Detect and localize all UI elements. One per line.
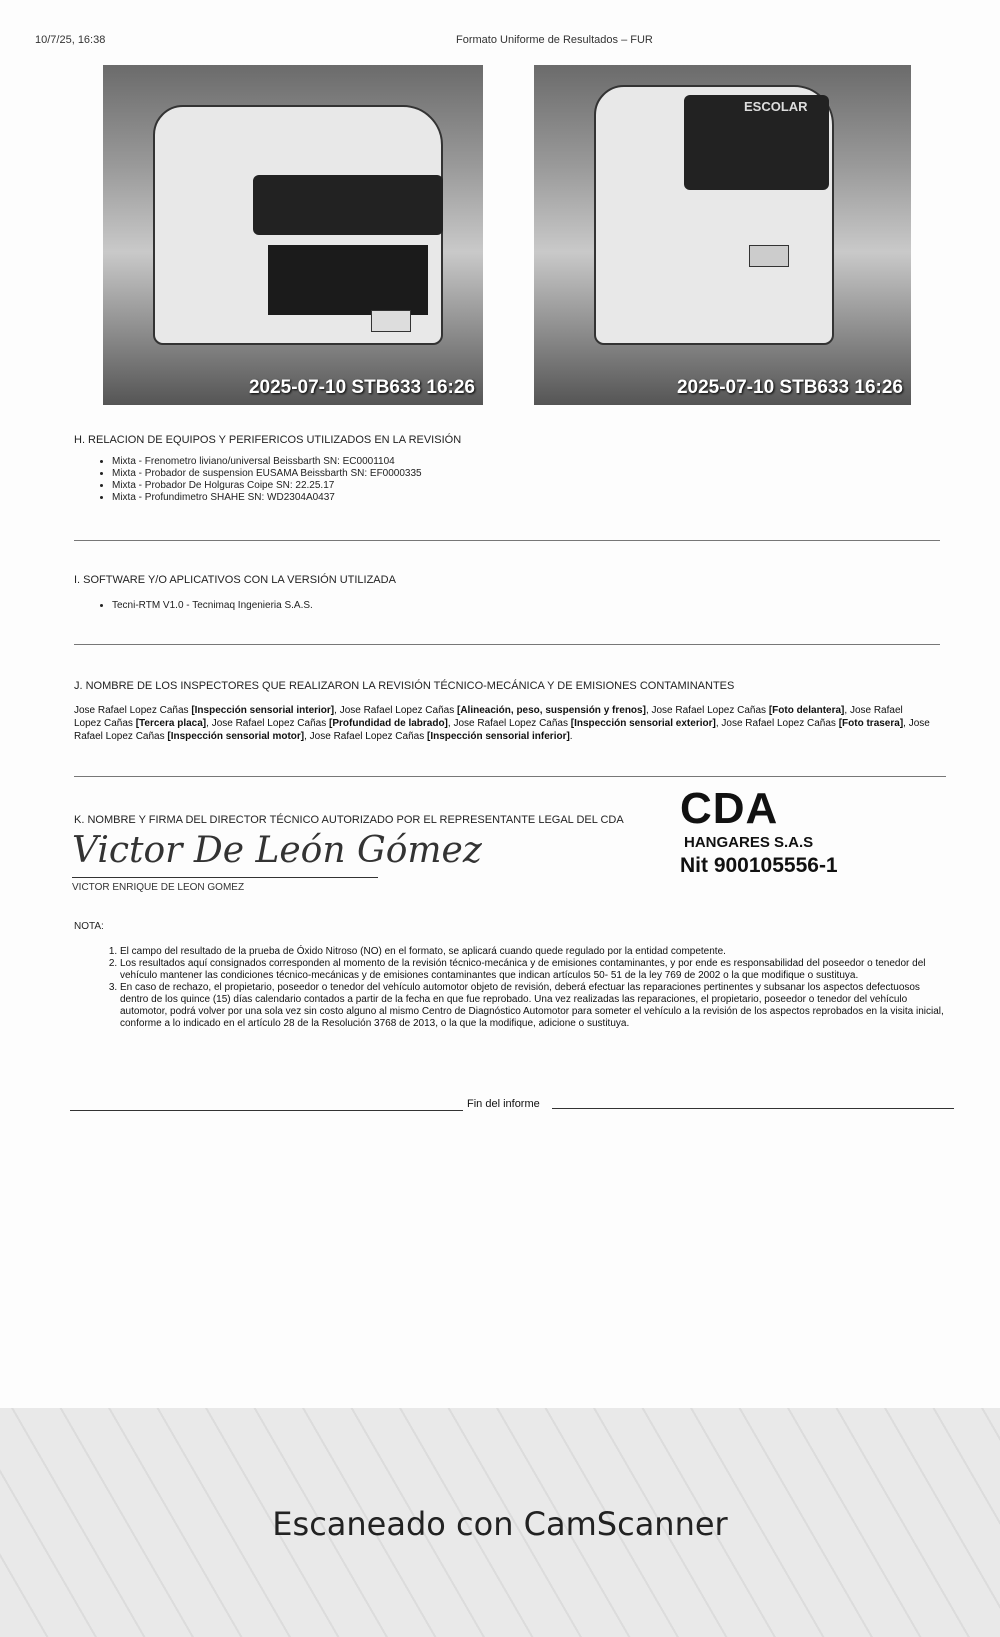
signature-line [72, 877, 378, 878]
inspector-name: Jose Rafael Lopez Cañas [74, 705, 903, 729]
license-plate [749, 245, 789, 267]
divider [552, 1108, 954, 1109]
divider [70, 1110, 463, 1111]
list-item: • Mixta - Profundimetro SHAHE SN: WD2304A0437 [112, 492, 422, 504]
inspector-name: Jose Rafael Lopez Cañas [453, 718, 568, 729]
list-item: • Tecni-RTM V1.0 - Tecnimaq Ingenieria S.A.S. [112, 600, 313, 612]
photo-timestamp: 2025-07-10 STB633 16:26 [248, 377, 475, 398]
document-title: Formato Uniforme de Resultados – FUR [456, 34, 653, 46]
divider [74, 540, 940, 541]
cda-stamp-company: HANGARES S.A.S [684, 834, 814, 851]
list-item: • Mixta - Probador de suspension EUSAMA Beissbarth SN: EF0000335 [112, 468, 422, 480]
section-h-title: H. RELACION DE EQUIPOS Y PERIFERICOS UTILIZADOS EN LA REVISIÓN [74, 434, 462, 446]
cda-stamp-nit: Nit 900105556-1 [680, 854, 838, 877]
inspector-role: [Inspección sensorial inferior] [426, 731, 570, 742]
divider [74, 644, 940, 645]
grille [268, 245, 428, 315]
divider [74, 776, 946, 777]
inspector-name: Jose Rafael Lopez Cañas [651, 705, 767, 716]
windshield [253, 175, 443, 235]
print-datetime: 10/7/25, 16:38 [35, 34, 106, 46]
vehicle-front-photo [103, 65, 483, 405]
inspectors-text: Jose Rafael Lopez Cañas [Inspección sensorial interior], Jose Rafael Lopez Cañas [Alineación, peso, suspensión y frenos], Jose Rafael Lopez Cañas [Foto delantera], Jose Rafael Lopez Cañas [Tercera placa], Jose Rafael Lopez Cañas [Profundidad de labrado], Jose Rafael Lopez Cañas [Inspección sensorial exterior], Jose Rafael Lopez Cañas [Foto trasera], Jose Rafael Lopez Cañas [Inspección sensorial motor], Jose Rafael Lopez Cañas [Inspección sensorial inferior]. [74, 705, 930, 742]
inspector-role: [Foto trasera] [838, 718, 904, 729]
software-list [112, 600, 313, 612]
list-item: 3. En caso de rechazo, el propietario, poseedor o tenedor del vehículo automotor objeto de revisión, deberá efectuar las reparaciones pertinentes y subsanar los aspectos defectuosos dentro de los quince (15) días calendario contados a partir de la fecha en que fue reprobado. Una vez realizadas las reparaciones, el propietario, poseedor o tenedor del vehículo automotor, podrá volver por una sola vez sin costo alguno al mismo Centro de Diagnóstico Automotor para someter el vehículo a la revisión de los aspectos reprobados en la visita inicial, conforme a lo indicado en el artículo 28 de la Resolución 3768 de 2013, o la que la modifique, adicione o sustituya. [120, 982, 948, 1030]
inspector-role: [Inspección sensorial exterior] [570, 718, 716, 729]
vehicle-rear-photo [534, 65, 911, 405]
list-item: 1. El campo del resultado de la prueba de Óxido Nitroso (NO) en el formato, se aplicará cuando quede regulado por la entidad competente. [120, 946, 948, 958]
section-i-title: I. SOFTWARE Y/O APLICATIVOS CON LA VERSIÓN UTILIZADA [74, 574, 396, 586]
inspector-name: Jose Rafael Lopez Cañas [339, 705, 455, 716]
cda-stamp-logo: CDA [680, 784, 779, 833]
inspector-name: Jose Rafael Lopez Cañas [721, 718, 836, 729]
list-item: • Mixta - Probador De Holguras Coipe SN: 22.25.17 [112, 480, 422, 492]
equipment-list [112, 456, 422, 504]
inspector-role: [Tercera placa] [135, 718, 207, 729]
list-item: • Mixta - Frenometro liviano/universal Beissbarth SN: EC0001104 [112, 456, 422, 468]
inspector-role: [Inspección sensorial motor] [167, 731, 305, 742]
inspector-role: [Inspección sensorial interior] [191, 705, 335, 716]
license-plate [371, 310, 411, 332]
inspector-name: Jose Rafael Lopez Cañas [74, 705, 189, 716]
inspector-role: [Foto delantera] [768, 705, 845, 716]
director-signature: Victor De León Gómez [72, 830, 482, 871]
nota-label: NOTA: [74, 921, 104, 932]
inspector-name: Jose Rafael Lopez Cañas [211, 718, 327, 729]
end-of-report: Fin del informe [467, 1098, 540, 1110]
escolar-sign: ESCOLAR [744, 99, 808, 114]
inspector-role: [Profundidad de labrado] [329, 718, 448, 729]
inspector-name: Jose Rafael Lopez Cañas [309, 731, 425, 742]
section-k-title: K. NOMBRE Y FIRMA DEL DIRECTOR TÉCNICO AUTORIZADO POR EL REPRESENTANTE LEGAL DEL CDA [74, 814, 624, 826]
inspector-name: Jose Rafael Lopez Cañas [74, 718, 930, 742]
section-j-title: J. NOMBRE DE LOS INSPECTORES QUE REALIZARON LA REVISIÓN TÉCNICO-MECÁNICA Y DE EMISIONES CONTAMINANTES [74, 680, 735, 692]
list-item: 2. Los resultados aquí consignados corresponden al momento de la revisión técnico-mecánica y de emisiones contaminantes, y por ende es responsabilidad del poseedor o tenedor del vehículo mantener las condiciones técnico-mecánicas y de emisiones contaminantes que indican artículos 50- 51 de la ley 769 de 2002 o la que modifique o sustituya. [120, 958, 948, 982]
director-name: VICTOR ENRIQUE DE LEON GOMEZ [72, 882, 245, 893]
camscanner-watermark: Escaneado con CamScanner [272, 1505, 728, 1543]
nota-list [108, 946, 948, 1030]
photo-timestamp: 2025-07-10 STB633 16:26 [676, 377, 903, 398]
inspector-role: [Alineación, peso, suspensión y frenos] [457, 705, 646, 716]
